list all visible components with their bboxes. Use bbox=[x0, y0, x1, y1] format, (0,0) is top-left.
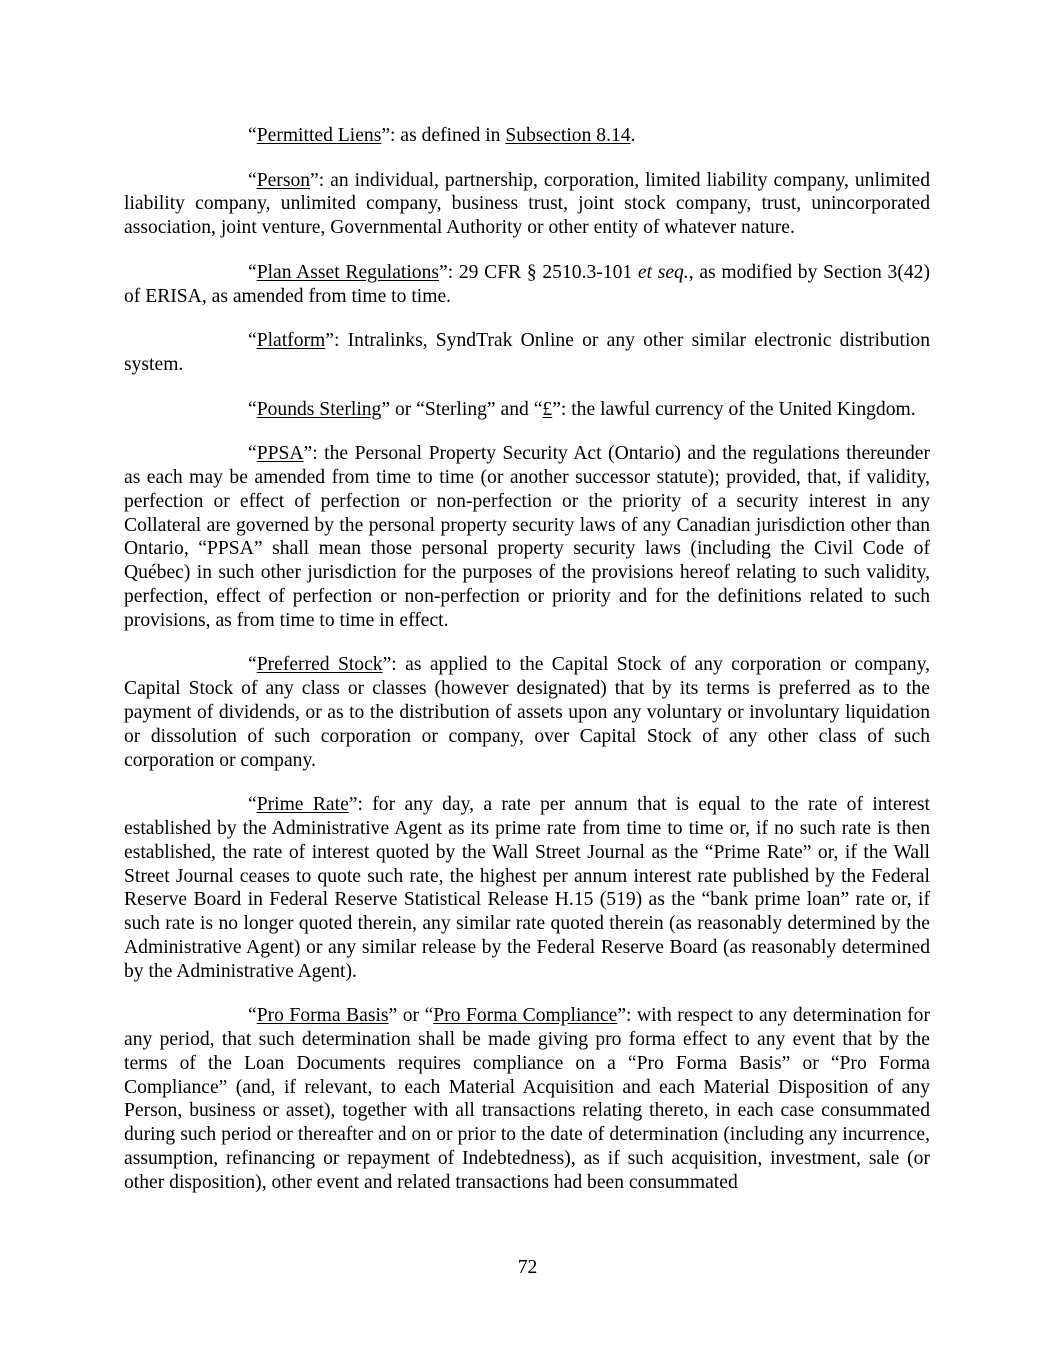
definition-person bbox=[124, 169, 930, 240]
open-quote: “ bbox=[248, 169, 257, 191]
defined-term: Permitted Liens bbox=[256, 125, 382, 146]
defined-term: Preferred Stock bbox=[256, 654, 383, 676]
defined-term: Person bbox=[256, 169, 311, 191]
definition-pounds-sterling bbox=[124, 398, 930, 422]
defined-term: Pounds Sterling bbox=[256, 398, 382, 420]
definition-tail: . bbox=[630, 125, 636, 146]
defined-term-alt: Pro Forma Compliance bbox=[433, 1005, 618, 1027]
open-quote: “ bbox=[248, 330, 257, 352]
open-quote: “ bbox=[248, 398, 257, 420]
definition-text: ” or “ bbox=[388, 1005, 434, 1027]
document-page bbox=[124, 124, 930, 1195]
definition-tail: ”: the lawful currency of the United Kingdom. bbox=[552, 398, 916, 420]
cross-reference: Subsection 8.14 bbox=[505, 125, 631, 146]
definition-text: ”: for any day, a rate per annum that is equal to the rate of interest established by the Administrative Agent as its prime rate from time to time or, if no such rate is then established, the rate of interest quoted by the Wall Street Journal as the “Prime Rate” or, if the Wall Street Journal ceases to quote such rate, the highest per annum interest rate published by the Federal Reserve Board in Federal Reserve Statistical Release H.15 (519) as the “bank prime loan” rate or, if such rate is no longer quoted therein, any similar rate quoted therein (as reasonably determined by the Administrative Agent) or any similar release by the Federal Reserve Board (as reasonably determined by the Administrative Agent). bbox=[124, 794, 930, 982]
open-quote: “ bbox=[248, 125, 257, 146]
page-number: 72 bbox=[517, 1257, 538, 1278]
definition-prime-rate bbox=[124, 793, 930, 983]
definition-platform bbox=[124, 329, 930, 377]
italic-text: et seq. bbox=[637, 261, 689, 283]
currency-symbol: £ bbox=[542, 398, 553, 420]
definition-tail: , as modified by Section 3(42) of ERISA, as amended from time to time. bbox=[124, 261, 930, 307]
defined-term: Plan Asset Regulations bbox=[256, 261, 440, 283]
defined-term: Pro Forma Basis bbox=[256, 1005, 389, 1027]
definition-text: ”: Intralinks, SyndTrak Online or any other similar electronic distribution system. bbox=[124, 330, 930, 375]
defined-term: Prime Rate bbox=[256, 794, 349, 816]
open-quote: “ bbox=[248, 1005, 257, 1027]
open-quote: “ bbox=[248, 443, 257, 465]
definition-pro-forma-basis bbox=[124, 1004, 930, 1194]
definition-preferred-stock bbox=[124, 653, 930, 772]
open-quote: “ bbox=[248, 261, 257, 283]
definition-text: ” or “Sterling” and “ bbox=[381, 398, 543, 420]
defined-term: PPSA bbox=[256, 443, 304, 465]
definition-text: ”: an individual, partnership, corporation, limited liability company, unlimited liability company, unlimited company, business trust, joint stock company, trust, unincorporated association, joint venture, Governmental Authority or other entity of whatever nature. bbox=[124, 169, 930, 239]
defined-term: Platform bbox=[256, 330, 326, 352]
definition-ppsa bbox=[124, 442, 930, 632]
open-quote: “ bbox=[248, 654, 257, 676]
definition-plan-asset-regulations bbox=[124, 261, 930, 309]
definition-text: ”: as defined in bbox=[381, 125, 506, 146]
definition-text: ”: 29 CFR § 2510.3-101 bbox=[439, 261, 638, 283]
definition-tail: ”: with respect to any determination for any period, that such determination shall be made giving pro forma effect to any event that by the terms of the Loan Documents requires compliance on a “Pro Forma Basis” or “Pro Forma Compliance” (and, if relevant, to each Material Acquisition and each Material Disposition of any Person, business or asset), together with all transactions relating thereto, in each case consummated during such period or thereafter and on or prior to the date of determination (including any incurrence, assumption, refinancing or repayment of Indebtedness), as if such acquisition, investment, sale (or other disposition), other event and related transactions had been consummated bbox=[124, 1005, 930, 1193]
definition-text: ”: as applied to the Capital Stock of any corporation or company, Capital Stock of any class or classes (however designated) that by its terms is preferred as to the payment of dividends, or as to the distribution of assets upon any voluntary or involuntary liquidation or dissolution of such corporation or company, over Capital Stock of any other class of such corporation or company. bbox=[124, 654, 930, 771]
definition-permitted-liens bbox=[124, 124, 930, 148]
open-quote: “ bbox=[248, 794, 257, 816]
definition-text: ”: the Personal Property Security Act (Ontario) and the regulations thereunder as each may be amended from time to time (or another successor statute); provided, that, if validity, perfection or effect of perfection or non-perfection or the priority of a security interest in any Collateral are governed by the personal property security laws of any Canadian jurisdiction other than Ontario, “PPSA” shall mean those personal property security laws (including the Civil Code of Québec) in such other jurisdiction for the purposes of the provisions hereof relating to such validity, perfection, effect of perfection or non-perfection or priority and for the definitions related to such provisions, as from time to time in effect. bbox=[124, 443, 930, 631]
